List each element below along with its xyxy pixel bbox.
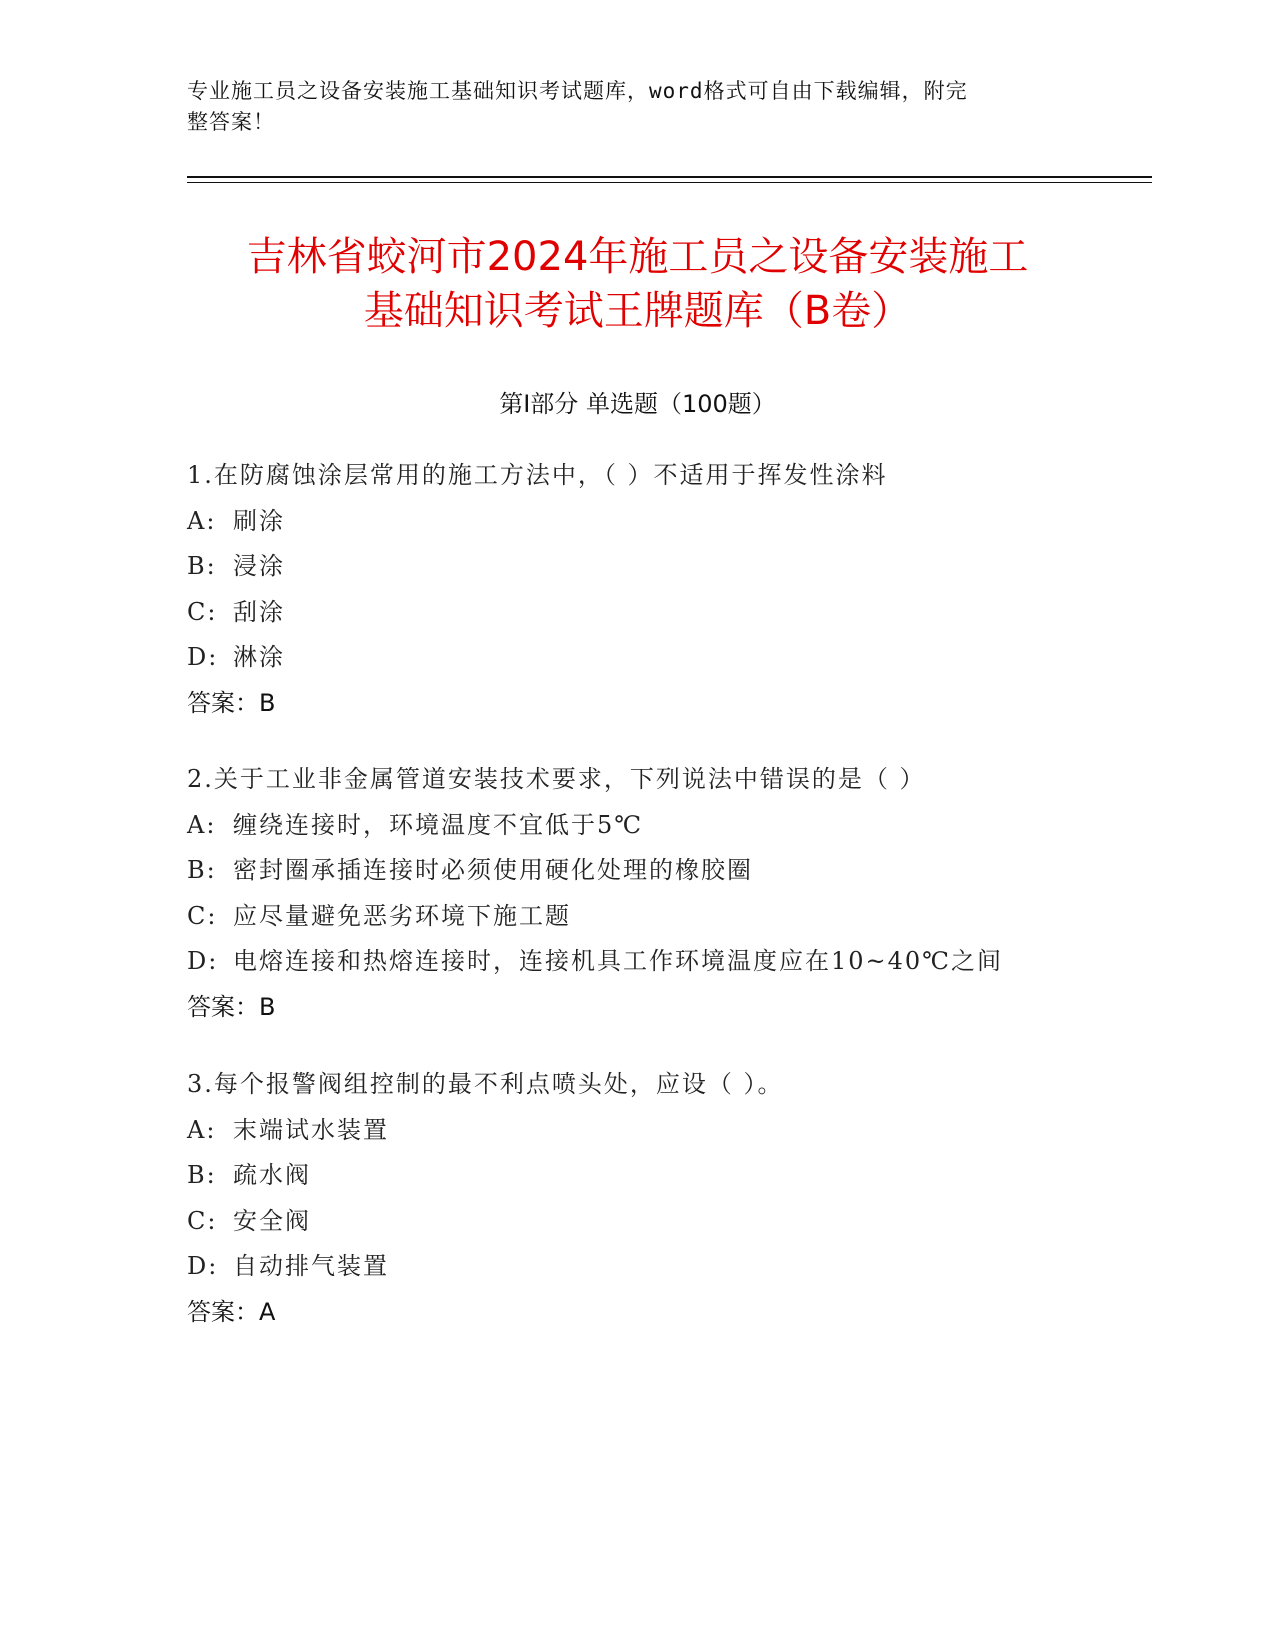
option-text: 浸涂 [233,552,285,580]
option-a [187,803,1087,849]
option-letter: B: [187,856,217,884]
option-text: 安全阀 [233,1206,311,1235]
option-text: 末端试水装置 [233,1115,389,1144]
option-text: 缠绕连接时，环境温度不宜低于5℃ [233,810,644,839]
option-text: 自动排气装置 [233,1252,389,1280]
answer-line: 答案：B [187,688,276,717]
header-note [187,76,1067,138]
option-letter: D: [187,1252,219,1280]
option-d [187,635,1087,681]
option-letter: D: [187,643,219,671]
option-letter: A: [187,810,217,839]
header-divider-thin [187,182,1152,183]
section-heading: 第Ⅰ部分 单选题（100题） [499,390,776,418]
question-stem: 1.在防腐蚀涂层常用的施工方法中，（ ）不适用于挥发性涂料 [187,461,888,489]
header-note-line-1: 专业施工员之设备安装施工基础知识考试题库，word格式可自由下载编辑，附完 [187,79,968,103]
option-letter: A: [187,506,217,535]
document-title [150,230,1125,338]
option-b [187,544,1087,590]
option-c [187,894,1087,940]
document-title-line-2: 基础知识考试王牌题库（B卷） [363,288,912,334]
question-1 [187,453,1087,726]
option-a [187,499,1087,545]
answer-line: 答案：A [187,1297,276,1326]
document-title-line-1: 吉林省蛟河市2024年施工员之设备安装施工 [246,234,1029,280]
option-d [187,1244,1087,1290]
option-text: 刷涂 [233,506,285,535]
option-b [187,1153,1087,1199]
option-letter: C: [187,1206,218,1235]
option-letter: C: [187,597,218,626]
option-letter: A: [187,1115,217,1144]
header-divider-thick [187,176,1152,178]
option-text: 淋涂 [233,643,285,671]
option-letter: B: [187,552,217,580]
option-text: 疏水阀 [233,1161,311,1189]
option-text: 应尽量避免恶劣环境下施工题 [233,901,571,930]
option-letter: B: [187,1161,217,1189]
question-3 [187,1062,1087,1335]
option-d [187,939,1087,985]
option-text: 电熔连接和热熔连接时，连接机具工作环境温度应在10~40℃之间 [233,947,1004,975]
option-b [187,848,1087,894]
option-text: 刮涂 [233,597,285,626]
question-stem: 3.每个报警阀组控制的最不利点喷头处，应设（ ）。 [187,1070,784,1098]
option-c [187,1199,1087,1245]
option-text: 密封圈承插连接时必须使用硬化处理的橡胶圈 [233,856,753,884]
option-letter: C: [187,901,218,930]
question-stem: 2.关于工业非金属管道安装技术要求，下列说法中错误的是（ ） [187,765,926,793]
option-c [187,590,1087,636]
header-note-line-2: 整答案！ [187,110,275,134]
question-2 [187,757,1087,1030]
answer-line: 答案：B [187,992,276,1021]
option-a [187,1108,1087,1154]
option-letter: D: [187,947,219,975]
